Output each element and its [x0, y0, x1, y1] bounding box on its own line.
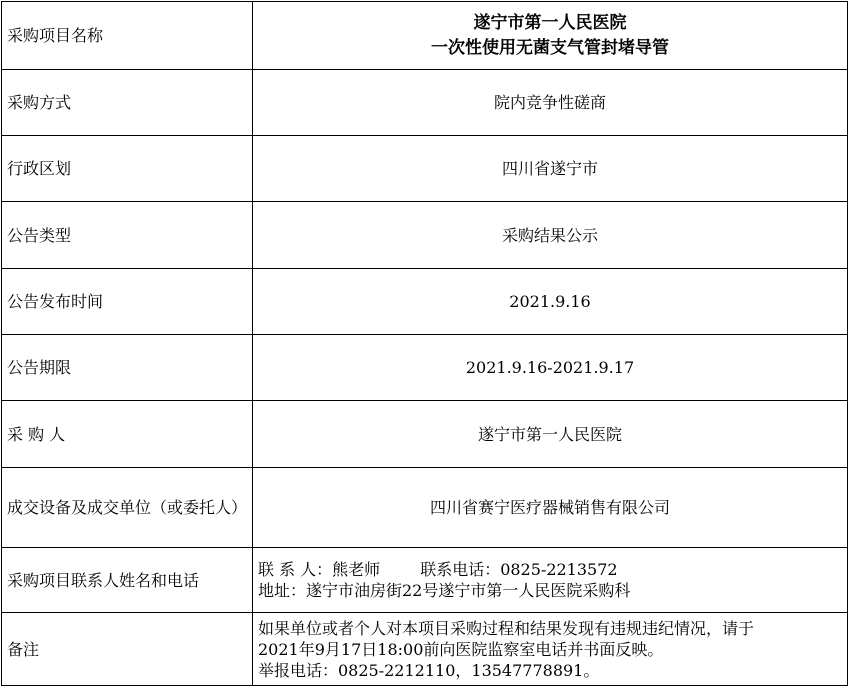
notice-type-label: 公告类型 [2, 202, 253, 269]
period-label: 公告期限 [2, 335, 253, 401]
region-label: 行政区划 [2, 136, 253, 202]
contact-line1 [258, 559, 842, 580]
winner-label: 成交设备及成交单位（或委托人） [2, 468, 253, 548]
contact-value [253, 548, 848, 613]
remarks-line2: 2021年9月17日18:00前向医院监察室电话并书面反映。 [258, 639, 664, 659]
contact-address: 地址：遂宁市油房街22号遂宁市第一人民医院采购科 [258, 581, 631, 600]
row-period [2, 335, 848, 401]
row-contact [2, 548, 848, 613]
remarks-line1: 如果单位或者个人对本项目采购过程和结果发现有违规违纪情况，请于 [258, 618, 755, 638]
notice-type-value: 采购结果公示 [253, 202, 848, 269]
contact-label: 采购项目联系人姓名和电话 [2, 548, 253, 613]
row-remarks [2, 613, 848, 686]
region-value: 四川省遂宁市 [253, 136, 848, 202]
procurement-notice-table [1, 1, 848, 686]
publish-time-label: 公告发布时间 [2, 269, 253, 335]
remarks-label: 备注 [2, 613, 253, 686]
remarks-value [253, 613, 848, 686]
method-label: 采购方式 [2, 70, 253, 136]
method-value: 院内竞争性磋商 [253, 70, 848, 136]
purchaser-value: 遂宁市第一人民医院 [253, 401, 848, 468]
publish-time-value: 2021.9.16 [253, 269, 848, 335]
row-purchaser [2, 401, 848, 468]
contact-person: 联 系 人：熊老师 [258, 560, 381, 579]
period-value: 2021.9.16-2021.9.17 [253, 335, 848, 401]
project-name-line2: 一次性使用无菌支气管封堵导管 [431, 37, 669, 58]
remarks-line3: 举报电话：0825-2212110，13547778891。 [258, 660, 600, 680]
project-name-value [253, 2, 848, 70]
row-winner [2, 468, 848, 548]
row-notice-type [2, 202, 848, 269]
project-name-label: 采购项目名称 [2, 2, 253, 70]
row-publish-time [2, 269, 848, 335]
row-method [2, 70, 848, 136]
winner-value: 四川省赛宁医疗器械销售有限公司 [253, 468, 848, 548]
purchaser-label: 采 购 人 [2, 401, 253, 468]
row-region [2, 136, 848, 202]
contact-phone: 联系电话：0825-2213572 [420, 560, 618, 579]
row-project-name [2, 2, 848, 70]
project-name-line1: 遂宁市第一人民医院 [473, 12, 627, 33]
